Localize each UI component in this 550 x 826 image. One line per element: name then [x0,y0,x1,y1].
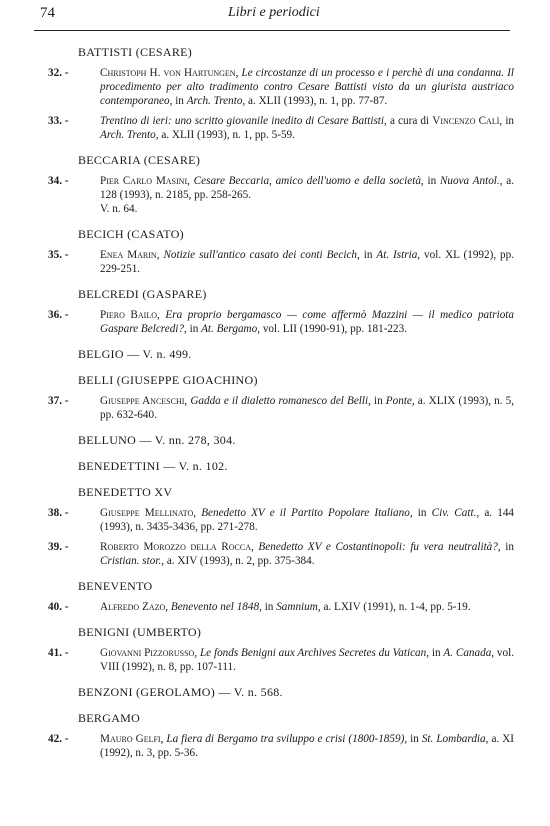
entry-number: 36. - [48,309,69,321]
entry-journal: A. Canada, [443,647,495,659]
entry-journal: Civ. Catt., [431,507,480,519]
subject-heading: BENEVENTO [78,579,153,593]
entry-title: Notizie sull'antico casato dei conti Becich, [163,249,360,261]
entry-42 [48,732,514,760]
entry-in: in [363,249,373,261]
entry-41 [48,646,514,674]
entry-journal: Arch. Trento, [100,129,159,141]
page-number: 74 [40,5,55,21]
entry-number: 33. - [48,115,69,127]
subject-heading: BELCREDI (GASPARE) [78,287,207,301]
entry-author: Pier Carlo Masini, [100,175,190,187]
entry-title: La fiera di Bergamo tra sviluppo e crisi (1800-1859), [166,733,408,745]
entry-title: Benevento nel 1848, [170,601,262,613]
entry-title: Era proprio bergamasco — come affermò Mazzini — il medico patriota Gaspare Belcredi?, [100,309,515,335]
entry-in: in [417,507,427,519]
entry-journal: Cristian. stor., [100,555,165,567]
entry-citation: a. XLII (1993), n. 1, pp. 77-87. [248,95,388,107]
page-header [40,4,510,32]
entry-number: 32. - [48,67,69,79]
entry-journal: Nuova Antol., [439,175,503,187]
entry-number: 42. - [48,733,69,745]
entry-author: Giuseppe Anceschi, [100,395,188,407]
entry-author: Roberto Morozzo della Rocca, [100,541,254,553]
entry-journal: Arch. Trento, [186,95,246,107]
entry-in: in [175,95,184,107]
entry-title: Cesare Beccaria, amico dell'uomo e della società, [193,175,424,187]
entry-number: 39. - [48,541,69,553]
entry-in: in [264,601,274,613]
entry-journal: Samnium, [276,601,321,613]
entry-citation: vol. LII (1990-91), pp. 181-223. [262,323,407,335]
subject-heading: BENEDETTO XV [78,485,173,499]
entry-editor-note: a cura di [389,115,430,127]
entry-author: Piero Bailo, [100,309,160,321]
entry-title: Benedetto XV e Costantinopoli: fu vera neutralità?, [258,541,501,553]
entry-35 [48,248,514,276]
entry-title: Le circostanze di un processo e i perchè di una condanna. Il procedimento per alto tradimento contro Cesare Battisti visto da un giurista austriaco contemporaneo, [100,67,514,107]
entry-citation: a. 144 (1993), n. 3435-3436, pp. 271-278. [100,507,515,533]
entry-citation: vol. XL (1992), pp. 229-251. [100,249,515,275]
entry-journal: St. Lombardia, [421,733,489,745]
subject-heading: BERGAMO [78,711,141,725]
subject-heading: BECICH (CASATO) [78,227,184,241]
entry-37 [48,394,514,422]
entry-number: 40. - [48,601,69,613]
entry-number: 37. - [48,395,69,407]
header-rule [34,30,510,31]
entry-citation: a. XI (1992), n. 3, pp. 5-36. [100,733,514,759]
entry-39 [48,540,514,568]
entry-citation: a. LXIV (1991), n. 1-4, pp. 5-19. [323,601,471,613]
entry-number: 34. - [48,175,69,187]
entry-author: Giovanni Pizzorusso, [100,647,198,659]
entry-title: Gadda e il dialetto romanesco del Belli, [190,395,371,407]
entry-author: Mauro Gelfi, [100,733,164,745]
entry-citation: a. XIV (1993), n. 2, pp. 375-384. [166,555,315,567]
subject-heading: BATTISTI (CESARE) [78,45,193,59]
entry-author: Vincenzo Calì, [432,115,503,127]
entry-citation: vol. VIII (1992), n. 8, pp. 107-111. [100,647,515,673]
entry-author: Giuseppe Mellinato, [100,507,197,519]
entry-in: in [505,541,514,553]
entry-32 [48,66,514,108]
entry-in: in [374,395,383,407]
entry-36 [48,308,514,336]
running-title: Libri e periodici [228,5,320,20]
entry-in: in [410,733,419,745]
entry-33 [48,114,514,142]
entry-citation: a. XLII (1993), n. 1, pp. 5-59. [161,129,295,141]
entry-author: Christoph H. von Hartungen, [100,67,239,79]
entry-title: Benedetto XV e il Partito Popolare Italiano, [201,507,413,519]
entry-title: Trentino di ieri: uno scritto giovanile inedito di Cesare Battisti, [100,115,387,127]
entry-journal: Ponte, [385,395,415,407]
subject-heading: BENEDETTINI — V. n. 102. [78,459,228,473]
entry-in: in [427,175,437,187]
subject-heading: BECCARIA (CESARE) [78,153,201,167]
bibliography-list [48,44,514,760]
subject-heading: BELLI (GIUSEPPE GIOACHINO) [78,373,258,387]
subject-heading: BELGIO — V. n. 499. [78,347,192,361]
entry-40 [48,600,514,614]
entry-34 [48,174,514,202]
entry-author: Enea Marin, [100,249,160,261]
entry-in: in [431,647,441,659]
entry-journal: At. Istria, [376,249,421,261]
entry-journal: At. Bergamo, [201,323,261,335]
entry-number: 35. - [48,249,69,261]
entry-citation: a. 128 (1993), n. 2185, pp. 258-265. [100,175,515,201]
entry-in: in [505,115,515,127]
entry-38 [48,506,514,534]
entry-number: 38. - [48,507,69,519]
subject-heading: BENZONI (GEROLAMO) — V. n. 568. [78,685,283,699]
entry-citation: a. XLIX (1993), n. 5, pp. 632-640. [100,395,515,421]
subject-heading: BELLUNO — V. nn. 278, 304. [78,433,236,447]
entry-in: in [189,323,199,335]
entry-number: 41. - [48,647,69,659]
entry-title: Le fonds Benigni aux Archives Secretes du Vatican, [199,647,430,659]
cross-reference: V. n. 64. [100,203,138,215]
subject-heading: BENIGNI (UMBERTO) [78,625,202,639]
entry-author: Alfredo Zazo, [100,601,169,613]
